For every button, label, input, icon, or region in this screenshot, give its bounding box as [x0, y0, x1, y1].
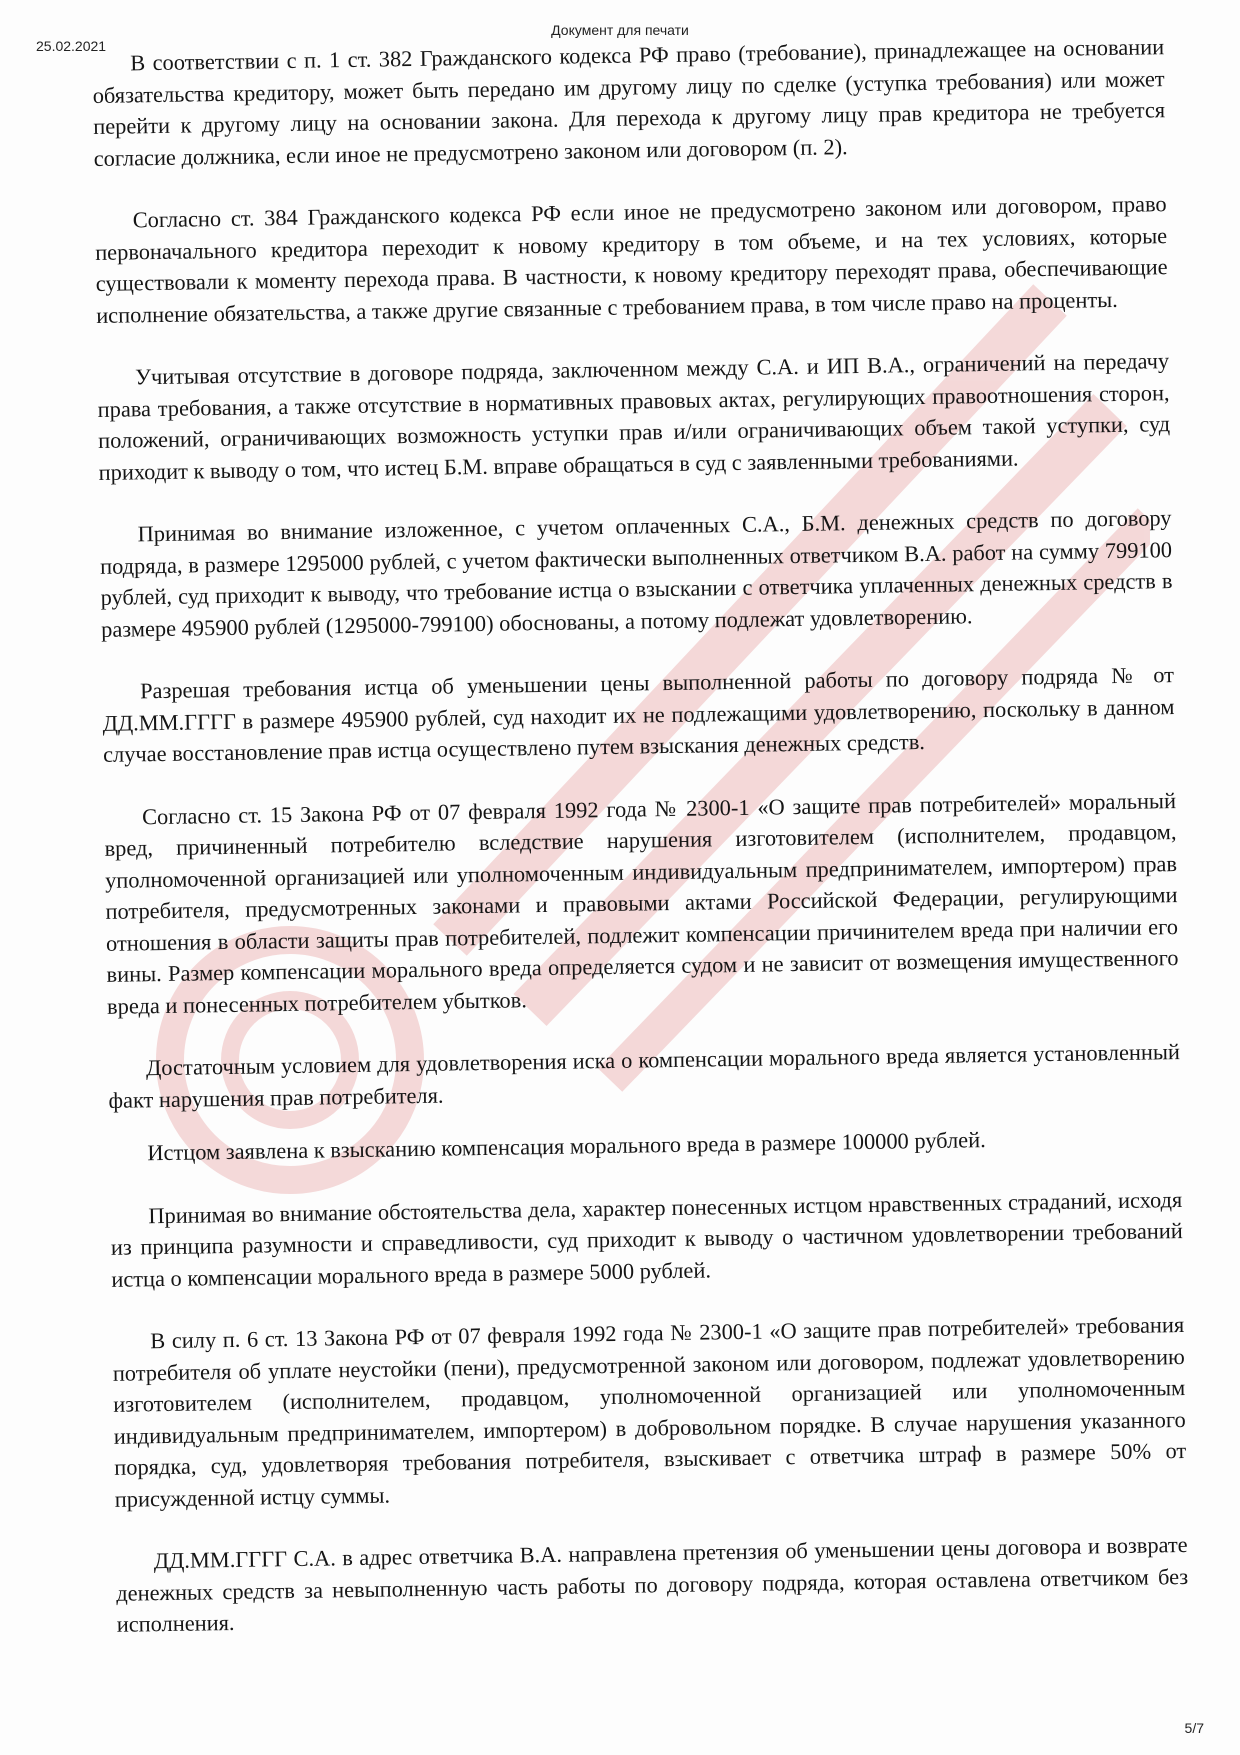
paragraph-partial-satisfaction: Принимая во внимание обстоятельства дела, характер понесенных истцом нравственных страданий, исходя из принципа разумности и справедливости, суд приходит к выводу о частичном удовлетворении требований истца о компенсации морального вреда в размере 5000 рублей. — [110, 1186, 1183, 1292]
document-body — [92, 31, 1189, 1671]
paragraph-claimed-compensation: Истцом заявлена к взысканию компенсация морального вреда в размере 100000 рублей. — [147, 1127, 986, 1166]
paragraph-penalty-fine: В силу п. 6 ст. 13 Закона РФ от 07 февраля 1992 года № 2300-1 «О защите прав потребителей» требования потребителя об уплате неустойки (пени), предусмотренной законом или договором, подлежат удовлетворению изготовителем (исполнителем, продавцом, уполномоченной организацией или уполномоченным индивидуальным предпринимателем, импортером) в добровольном порядке. В случае нарушения указанного порядка, суд, удовлетворяя требования потребителя, взыскивает с ответчика штраф в размере 50% от присужденной истцу суммы. — [112, 1312, 1187, 1512]
paragraph-sufficient-condition: Достаточным условием для удовлетворения иска о компенсации морального вреда является установленный факт нарушения прав потребителя. — [108, 1039, 1181, 1113]
paragraph-payment-calculation: Принимая во внимание изложенное, с учетом оплаченных С.А., Б.М. денежных средств по договору подряда, в размере 1295000 рублей, с учетом фактически выполненных ответчиком В.А. работ на сумму 799100 рублей, суд приходит к выводу, что требование истца о взыскании с ответчика уплаченных денежных средств в размере 495900 рублей (1295000-799100) обоснованы, а потому подлежат удовлетворению. — [99, 505, 1173, 642]
paragraph-claim-letter: ДД.ММ.ГГГГ С.А. в адрес ответчика В.А. направлена претензия об уменьшении цены договора и возврате денежных средств за невыполненную часть работы по договору подряда, которая оставлена ответчиком без исполнения. — [116, 1531, 1189, 1637]
print-date: 25.02.2021 — [36, 38, 107, 54]
paragraph-contract-assignment: Учитывая отсутствие в договоре подряда, заключенном между С.А. и ИП В.А., ограничений на передачу права требования, а также отсутствие в нормативных правовых актах, регулирующих правоотношения сторон, положений, ограничивающих возможность уступки прав и/или ограничивающих объем такой уступки, суд приходит к выводу о том, что истец Б.М. вправе обращаться в суд с заявленными требованиями. — [97, 348, 1171, 485]
paragraph-moral-damage-law: Согласно ст. 15 Закона РФ от 07 февраля 1992 года № 2300-1 «О защите прав потребителей» моральный вред, причиненный потребителю вследствие нарушения изготовителем (исполнителем, продавцом, уполномоченной организацией или уполномоченным индивидуальным предпринимателем, импортером) прав потребителя, предусмотренных законами и правовыми актами Российской Федерации, регулирующими отношения в области защиты прав потребителей, подлежит компенсации причинителем вреда при наличии его вины. Размер компенсации морального вреда определяется судом и не зависит от возмещения имущественного вреда и понесенных потребителем убытков. — [104, 787, 1179, 1019]
paragraph-price-reduction: Разрешая требования истца об уменьшении цены выполненной работы по договору подряда № от ДД.ММ.ГГГГ в размере 495900 рублей, суд находит их не подлежащими удовлетворению, поскольку в данном случае восстановление прав истца осуществлено путем взыскания денежных средств. — [102, 662, 1175, 767]
paragraph-article-384: Согласно ст. 384 Гражданского кодекса РФ если иное не предусмотрено законом или договором, право первоначального кредитора переходит к новому кредитору в том объеме, и на тех условиях, которые существовали к моменту перехода права. В частности, к новому кредитору переходят права, обеспечивающие исполнение обязательства, а также другие связанные с требованием права, в том числе право на проценты. — [95, 191, 1168, 328]
print-header: Документ для печати — [551, 22, 689, 38]
paragraph-assignment-article-382: В соответствии с п. 1 ст. 382 Гражданского кодекса РФ право (требование), принадлежащее на основании обязательства кредитору, может быть передано им другому лицу по сделке (уступка требования) или может перейти к другому лицу на основании закона. Для перехода к другому лицу прав кредитора не требуется согласие должника, если иное не предусмотрено законом или договором (п. 2). — [92, 34, 1166, 171]
page-number: 5/7 — [1184, 1720, 1204, 1736]
